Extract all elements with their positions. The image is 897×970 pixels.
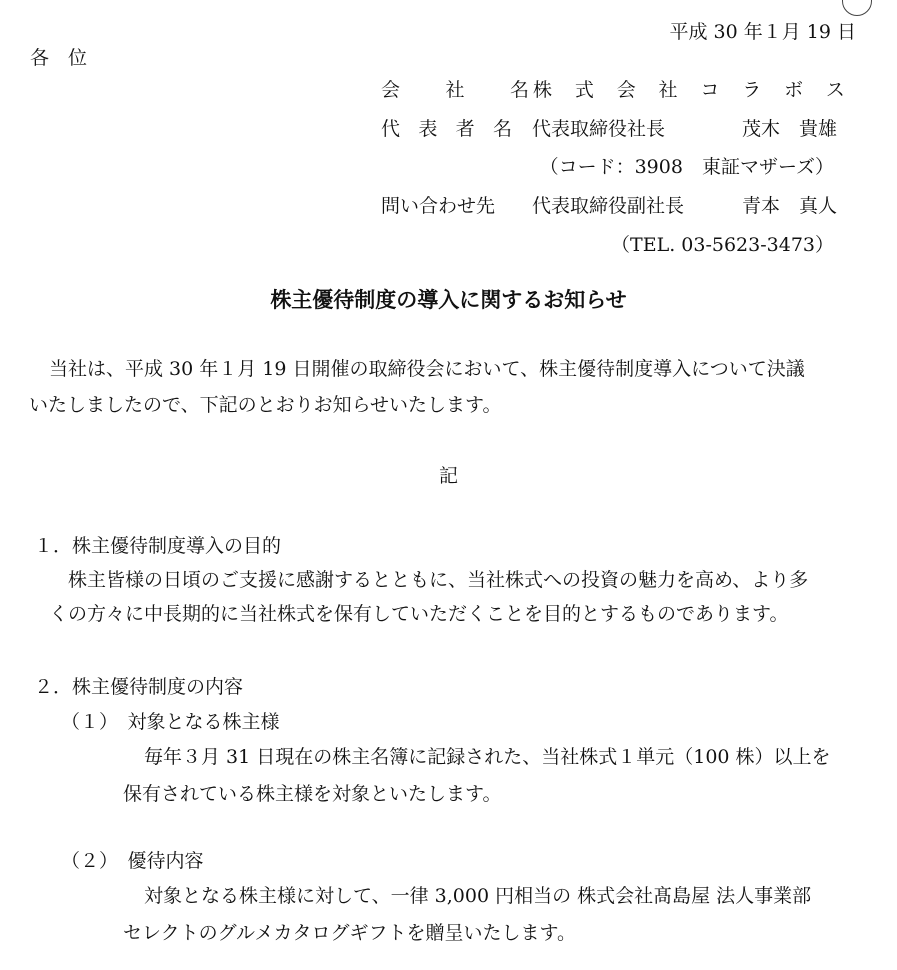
intro-line-2: いたしましたので、下記のとおりお知らせいたします。 bbox=[29, 394, 502, 416]
subsection-2-line-1: 対象となる株主様に対して、一律 3,000 円相当の 株式会社髙島屋 法人事業部 bbox=[144, 885, 812, 907]
spread-char: 者 bbox=[455, 118, 475, 140]
stock-code-note: （コード：3908 東証マザーズ） bbox=[539, 156, 834, 178]
contact-title: 代表取締役副社長 bbox=[532, 195, 685, 217]
subsection-1-heading: （１） 対象となる株主様 bbox=[61, 711, 280, 733]
contact-tel: （TEL. 03-5623-3473） bbox=[611, 234, 834, 256]
representative-name: 茂木 貴雄 bbox=[742, 118, 838, 140]
section-1-line-1: 株主皆様の日頃のご支援に感謝するとともに、当社株式への投資の魅力を高め、より多 bbox=[68, 569, 809, 591]
section-2-heading: ２．株主優待制度の内容 bbox=[34, 676, 244, 698]
subsection-2-line-2: セレクトのグルメカタログギフトを贈呈いたします。 bbox=[123, 922, 576, 944]
document-title: 株主優待制度の導入に関するお知らせ bbox=[270, 288, 627, 312]
subsection-1-line-2: 保有されている株主様を対象といたします。 bbox=[123, 783, 502, 805]
representative-label bbox=[381, 120, 512, 139]
section-1-heading: １．株主優待制度導入の目的 bbox=[34, 535, 282, 557]
spread-char: 表 bbox=[418, 118, 438, 140]
intro-line-1: 当社は、平成 30 年１月 19 日開催の取締役会において、株主優待制度導入について決議 bbox=[49, 358, 805, 380]
page-corner-mark bbox=[842, 0, 872, 16]
contact-name: 青本 真人 bbox=[742, 195, 838, 217]
ki-marker: 記 bbox=[438, 465, 458, 487]
spread-char: 株 bbox=[533, 79, 553, 101]
representative-title: 代表取締役社長 bbox=[532, 118, 666, 140]
spread-char: ス bbox=[825, 79, 845, 101]
addressee: 各 位 bbox=[30, 47, 88, 69]
spread-char: 会 bbox=[616, 79, 636, 101]
spread-char: 社 bbox=[658, 79, 678, 101]
spread-char: コ bbox=[700, 79, 720, 101]
subsection-2-heading: （２） 優待内容 bbox=[61, 850, 204, 872]
spread-char: 会 bbox=[381, 79, 401, 101]
company-name bbox=[533, 81, 845, 100]
spread-char: 社 bbox=[445, 79, 465, 101]
spread-char: ラ bbox=[742, 79, 762, 101]
document-date: 平成 30 年１月 19 日 bbox=[669, 21, 856, 43]
contact-label: 問い合わせ先 bbox=[381, 195, 496, 217]
company-label bbox=[381, 81, 529, 100]
subsection-1-line-1: 毎年３月 31 日現在の株主名簿に記録された、当社株式１単元（100 株）以上を bbox=[144, 746, 831, 768]
spread-char: 式 bbox=[574, 79, 594, 101]
spread-char: 代 bbox=[381, 118, 401, 140]
section-1-line-2: くの方々に中長期的に当社株式を保有していただくことを目的とするものであります。 bbox=[49, 603, 789, 625]
spread-char: 名 bbox=[492, 118, 512, 140]
spread-char: 名 bbox=[509, 79, 529, 101]
spread-char: ボ bbox=[784, 79, 804, 101]
